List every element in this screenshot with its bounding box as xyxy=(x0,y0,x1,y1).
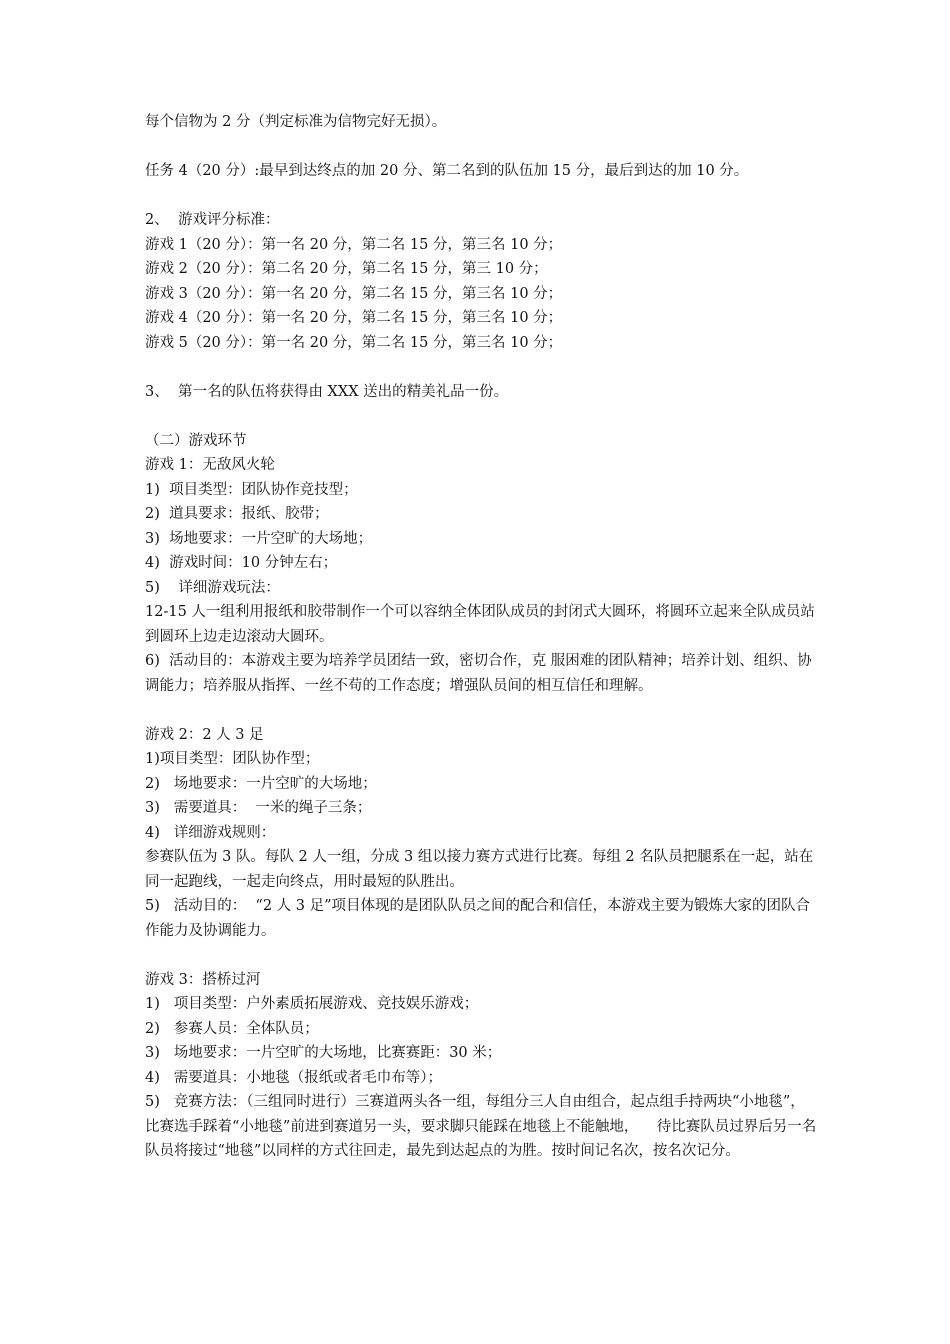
prize-line: 3、 第一名的队伍将获得由 XXX 送出的精美礼品一份。 xyxy=(145,383,509,400)
game-scoring-heading: 2、 游戏评分标准： xyxy=(145,212,280,228)
game3-line: 4) 需要道具：小地毯（报纸或者毛巾布等）； xyxy=(145,1069,442,1086)
game2-line: 4) 详细游戏规则： xyxy=(145,824,276,841)
section-title: （二）游戏环节 xyxy=(145,432,247,449)
task4-score-line: 任务 4（20 分）:最早到达终点的加 20 分、第二名到的队伍加 15 分，最后到达的加 10 分。 xyxy=(145,163,749,179)
game3-line: 1) 项目类型：户外素质拓展游戏、竞技娱乐游戏； xyxy=(145,996,479,1012)
game-score-line: 游戏 1（20 分）：第一名 20 分，第二名 15 分，第三名 10 分； xyxy=(145,236,563,253)
game1-line: 12-15 人一组利用报纸和胶带制作一个可以容纳全体团队成员的封闭式大圆环，将圆环立起来全队成员站到圆环上边走边滚动大圆环。 xyxy=(145,604,815,645)
game2-line: 1)项目类型：团队协作型； xyxy=(145,751,320,767)
game3-title: 游戏 3：搭桥过河 xyxy=(145,971,261,988)
token-score-line: 每个信物为 2 分（判定标准为信物完好无损）。 xyxy=(145,114,447,130)
game1-line: 2) 道具要求：报纸、胶带； xyxy=(145,506,329,522)
game1-line: 5) 详细游戏玩法： xyxy=(145,579,280,596)
game-score-line: 游戏 3（20 分）：第一名 20 分，第二名 15 分，第三名 10 分； xyxy=(145,285,563,302)
game2-line: 参赛队伍为 3 队。每队 2 人一组，分成 3 组以接力赛方式进行比赛。每组 2 名队员把腿系在一起，站在同一起跑线，一起走向终点，用时最短的队胜出。 xyxy=(145,849,814,890)
game2-line: 5) 活动目的： “2 人 3 足”项目体现的是团队队员之间的配合和信任，本游戏主要为锻炼大家的团队合作能力及协调能力。 xyxy=(145,898,811,939)
game1-line: 3) 场地要求：一片空旷的大场地； xyxy=(145,530,373,547)
game2-line: 2) 场地要求：一片空旷的大场地； xyxy=(145,775,377,792)
game3-line: 2) 参赛人员：全体队员； xyxy=(145,1020,319,1037)
document-body xyxy=(145,110,817,1164)
game2-line: 3) 需要道具： 一米的绳子三条； xyxy=(145,800,372,816)
game1-title: 游戏 1：无敌风火轮 xyxy=(145,457,275,473)
game2-title: 游戏 2：2 人 3 足 xyxy=(145,726,264,743)
game1-line: 6) 活动目的：本游戏主要为培养学员团结一致，密切合作，克 服困难的团队精神；培养计划、组织、协调能力；培养服从指挥、一丝不苟的工作态度；增强队员间的相互信任和理解。 xyxy=(145,653,812,694)
game1-line: 4) 游戏时间：10 分钟左右； xyxy=(145,555,338,571)
game1-line: 1) 项目类型：团队协作竞技型； xyxy=(145,481,358,498)
game3-line: 3) 场地要求：一片空旷的大场地，比赛赛距：30 米； xyxy=(145,1045,502,1061)
game-score-line: 游戏 5（20 分）：第一名 20 分，第二名 15 分，第三名 10 分； xyxy=(145,334,563,351)
game3-line: 5) 竞赛方法：（三组同时进行）三赛道两头各一组，每组分三人自由组合，起点组手持两块“小地毯”，比赛选手踩着“小地毯”前进到赛道另一头，要求脚只能踩在地毯上不能触地， 待比赛队员过界后另一名队员将接过“地毯”以同样的方式往回走，最先到达起点的为胜。按时间记名次，按名次记分。 xyxy=(145,1094,817,1159)
game-score-line: 游戏 2（20 分）：第二名 20 分，第二名 15 分，第三 10 分； xyxy=(145,261,548,277)
game-score-line: 游戏 4（20 分）：第一名 20 分，第二名 15 分，第三名 10 分； xyxy=(145,310,563,326)
